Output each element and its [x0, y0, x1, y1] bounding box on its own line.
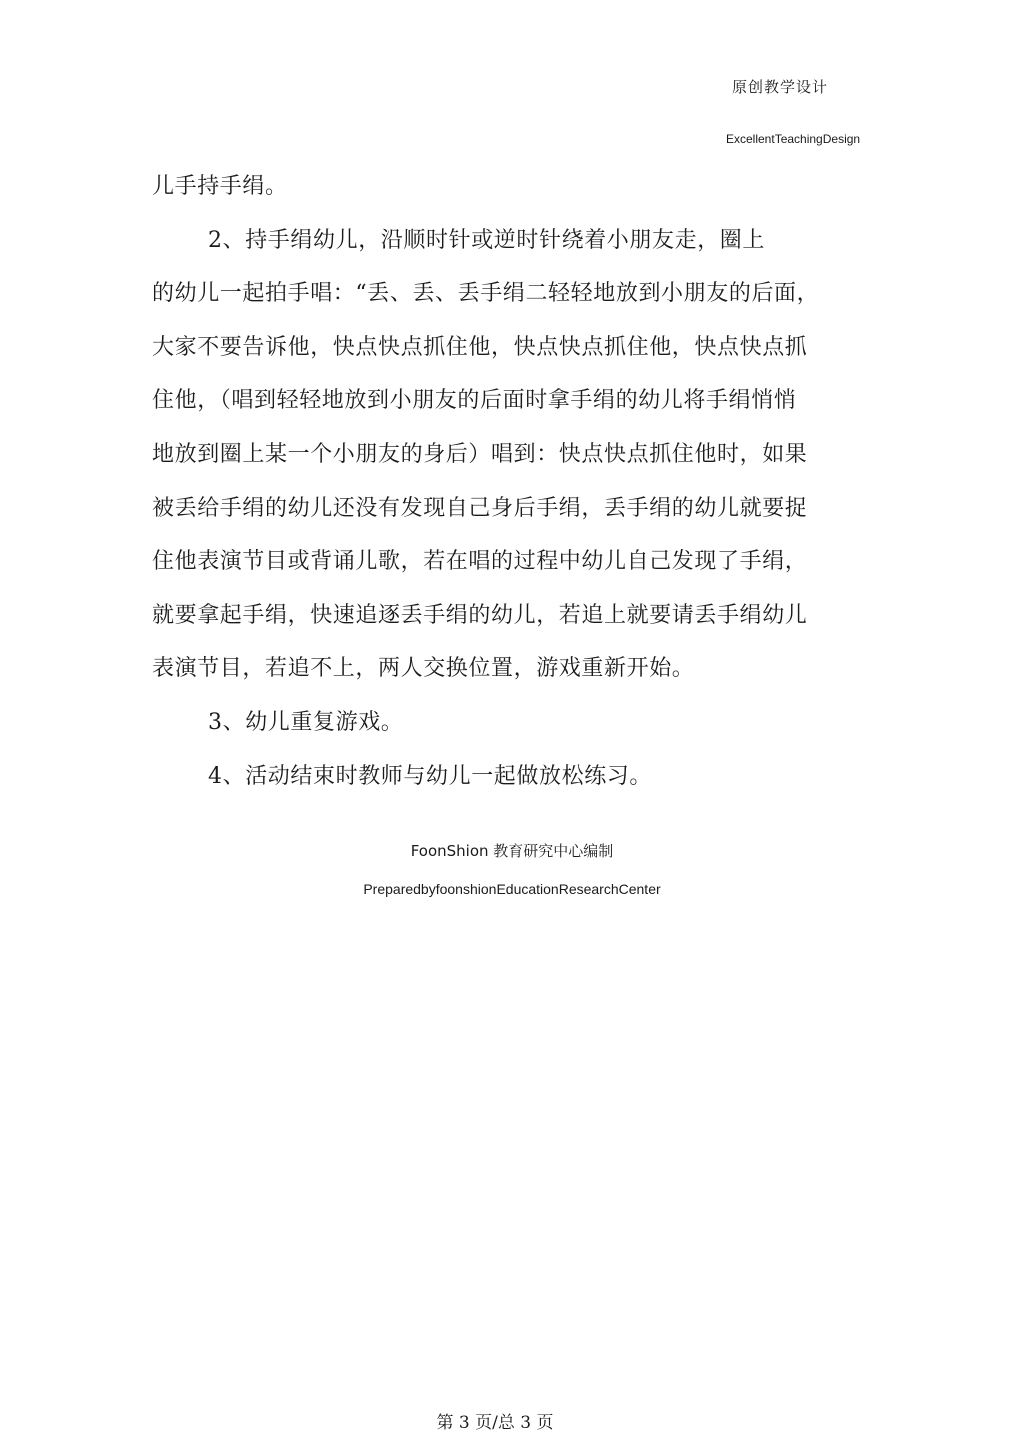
paragraph-line: 住他，（唱到轻轻地放到小朋友的后面时拿手绢的幼儿将手绢悄悄 [152, 388, 797, 414]
step-2-line: 2、持手绢幼儿，沿顺时针或逆时针绕着小朋友走，圈上 [208, 227, 765, 253]
body-text [152, 160, 892, 803]
header-title: 原创教学设计 [732, 78, 829, 96]
paragraph-line: 被丢给手绢的幼儿还没有发现自己身后手绢，丢手绢的幼儿就要捉 [152, 495, 808, 521]
step-4-line: 4、活动结束时教师与幼儿一起做放松练习。 [208, 763, 652, 789]
paragraph-line: 表演节目，若追不上，两人交换位置，游戏重新开始。 [152, 656, 695, 682]
paragraph-line: 住他表演节目或背诵儿歌，若在唱的过程中幼儿自己发现了手绢， [152, 549, 808, 575]
paragraph-line: 儿手持手绢。 [152, 174, 288, 199]
step-3-line: 3、幼儿重复游戏。 [208, 709, 404, 735]
paragraph-line: 地放到圈上某一个小朋友的身后）唱到：快点快点抓住他时，如果 [152, 441, 808, 467]
paragraph-line: 就要拿起手绢，快速追逐丢手绢的幼儿，若追上就要请丢手绢幼儿 [152, 602, 808, 628]
paragraph-line: 的幼儿一起拍手唱：“丢、丢、丢手绢二轻轻地放到小朋友的后面， [152, 281, 820, 307]
footer-org-cn: FoonShion 教育研究中心编制 [410, 842, 614, 860]
paragraph-line: 大家不要告诉他，快点快点抓住他，快点快点抓住他，快点快点抓 [152, 334, 808, 360]
header-subtitle: ExcellentTeachingDesign [726, 132, 861, 146]
page-number: 第 3 页/总 3 页 [436, 1413, 554, 1433]
footer-org-en: PreparedbyfoonshionEducationResearchCenter [363, 881, 661, 897]
